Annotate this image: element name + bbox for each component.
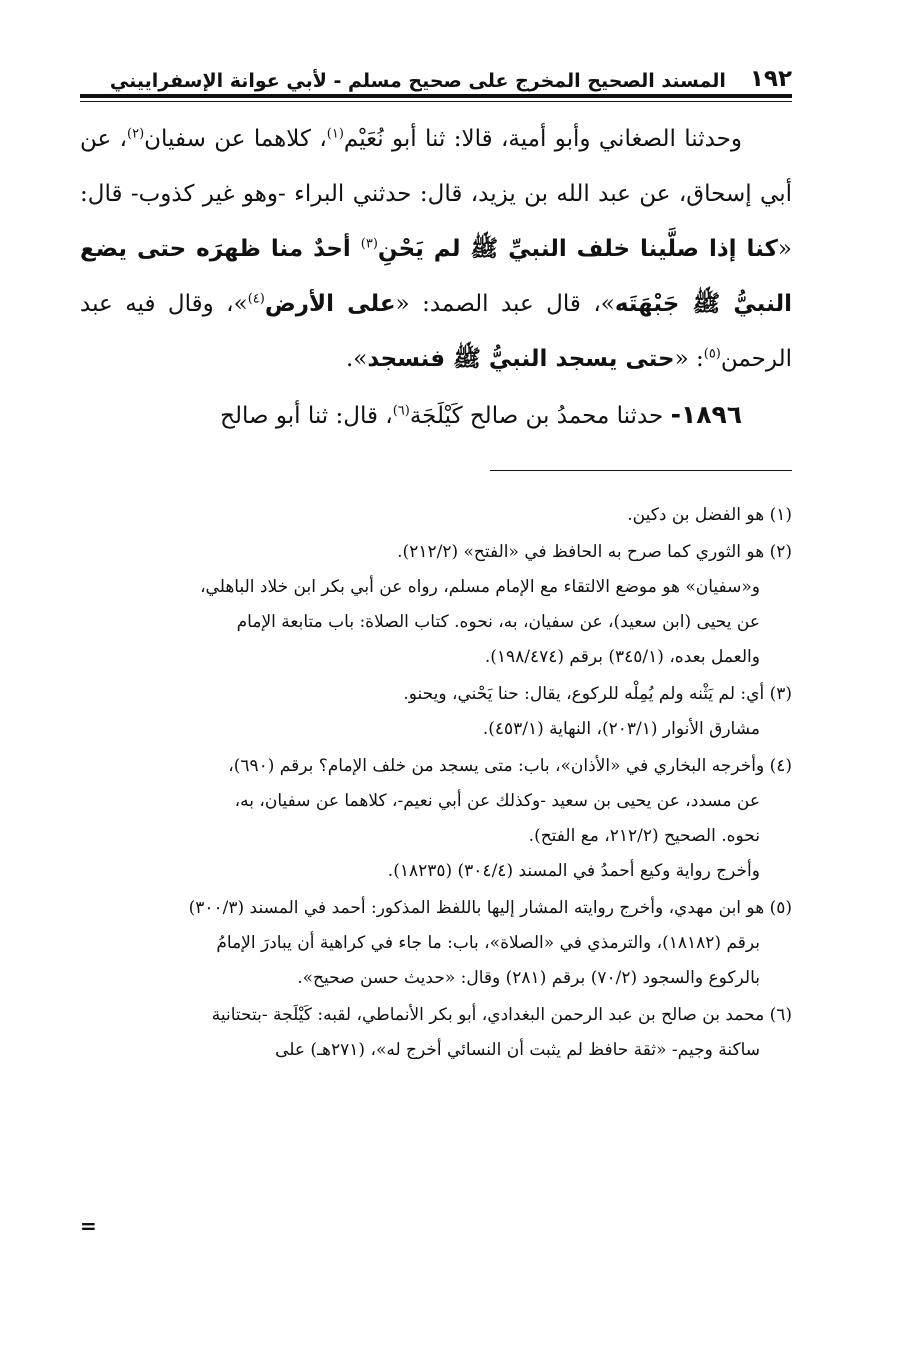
- footnote-5: (٥) هو ابن مهدي، وأخرج روايته المشار إليها باللفظ المذكور: أحمد في المسند (٣٠٠/٣) برقم (١٨١٨٢)، والترمذي في «الصلاة»، باب: ما جاء في كراهية أن يبادرَ الإمامُ بالركوع والسجود (٧٠/٢) برقم (٢٨١) وقال: «حديث حسن صحيح».: [188, 898, 792, 988]
- main-text: [80, 112, 792, 444]
- header-rule-thin: [80, 101, 792, 102]
- footnote-separator: [490, 470, 792, 471]
- footnote-ref-4: (٤): [247, 291, 265, 307]
- footnote-ref-3: (٣): [360, 236, 378, 252]
- hadith-text-bold: على الأرض: [264, 291, 396, 317]
- footnote-ref-2: (٢): [127, 126, 145, 142]
- footnote-1: (١) هو الفضل بن دكين.: [627, 505, 792, 525]
- continuation-mark: =: [80, 1214, 97, 1238]
- footnote-3: (٣) أي: لم يَثْنه ولم يُمِلْه للركوع، يقال: حنا يَحْني، ويحنو. مشارق الأنوار (٢٠٣/١)، النهاية (٤٥٣/١).: [403, 684, 792, 739]
- hadith-paragraph: ١٨٩٦- حدثنا محمدُ بن صالح كَيْلَجَة$^{(٦)}$، قال: ثنا أبو صالح: [220, 400, 742, 429]
- hadith-number: ١٨٩٦-: [670, 400, 742, 429]
- footnote-ref-5: (٥): [703, 346, 721, 362]
- hadith-text-bold: كنا إذا صلَّينا خلف النبيِّ ﷺ لم يَحْنِ: [377, 236, 778, 262]
- narration-paragraph: وحدثنا الصغاني وأبو أمية، قالا: ثنا أبو نُعَيْم$^{(١)}$، كلاهما عن سفيان$^{(٢)}$، عن أبي إسحاق، عن عبد الله بن يزيد، قال: حدثني البراء -وهو غير كذوب- قال: «كنا إذا صلَّينا خلف النبيِّ ﷺ لم يَحْنِ$^{(٣)}$ أحدٌ منا ظهرَه حتى يضع النبيُّ ﷺ جَبْهَتَه»، قال عبد الصمد: «على الأرض$^{(٤)}$»، وقال فيه عبد الرحمن$^{(٥)}$: «حتى يسجد النبيُّ ﷺ فنسجد».: [80, 126, 792, 372]
- footnote-2: (٢) هو الثوري كما صرح به الحافظ في «الفتح» (٢١٢/٢). و«سفيان» هو موضع الالتقاء مع الإمام مسلم، رواه عن أبي بكر ابن خلاد الباهلي، عن يحيى (ابن سعيد)، عن سفيان، به، نحوه. كتاب الصلاة: باب متابعة الإمام والعمل بعده، (٣٤٥/١) برقم (١٩٨/٤٧٤).: [200, 542, 792, 667]
- running-title: المسند الصحيح المخرج على صحيح مسلم - لأبي عوانة الإسفراييني: [109, 70, 726, 92]
- footnote-ref-6: (٦): [392, 403, 410, 419]
- hadith-text-bold: أحدٌ منا ظهرَه حتى يضع النبيُّ ﷺ جَبْهَتَه: [80, 236, 792, 317]
- footnote-4: (٤) وأخرجه البخاري في «الأذان»، باب: متى يسجد من خلف الإمام؟ برقم (٦٩٠)، عن مسدد، عن يحيى بن سعيد -وكذلك عن أبي نعيم-، كلاهما عن سفيان، به، نحوه. الصحيح (٢١٢/٢، مع الفتح). وأخرج رواية وكيع أحمدُ في المسند (٣٠٤/٤) (١٨٢٣٥).: [228, 756, 792, 881]
- page-number: ١٩٢: [749, 66, 792, 92]
- footnote-ref-1: (١): [326, 126, 344, 142]
- footnotes: [80, 498, 792, 1070]
- footnote-6: (٦) محمد بن صالح بن عبد الرحمن البغدادي، أبو بكر الأنماطي، لقبه: كَيْلَجة -بتحتانية ساكنة وجيم- «ثقة حافظ لم يثبت أن النسائي أخرج له»، (٢٧١هـ) على: [211, 1005, 792, 1060]
- header-rule-thick: [80, 94, 792, 98]
- hadith-text-bold: حتى يسجد النبيُّ ﷺ فنسجد: [367, 346, 675, 372]
- page-header: [80, 58, 792, 92]
